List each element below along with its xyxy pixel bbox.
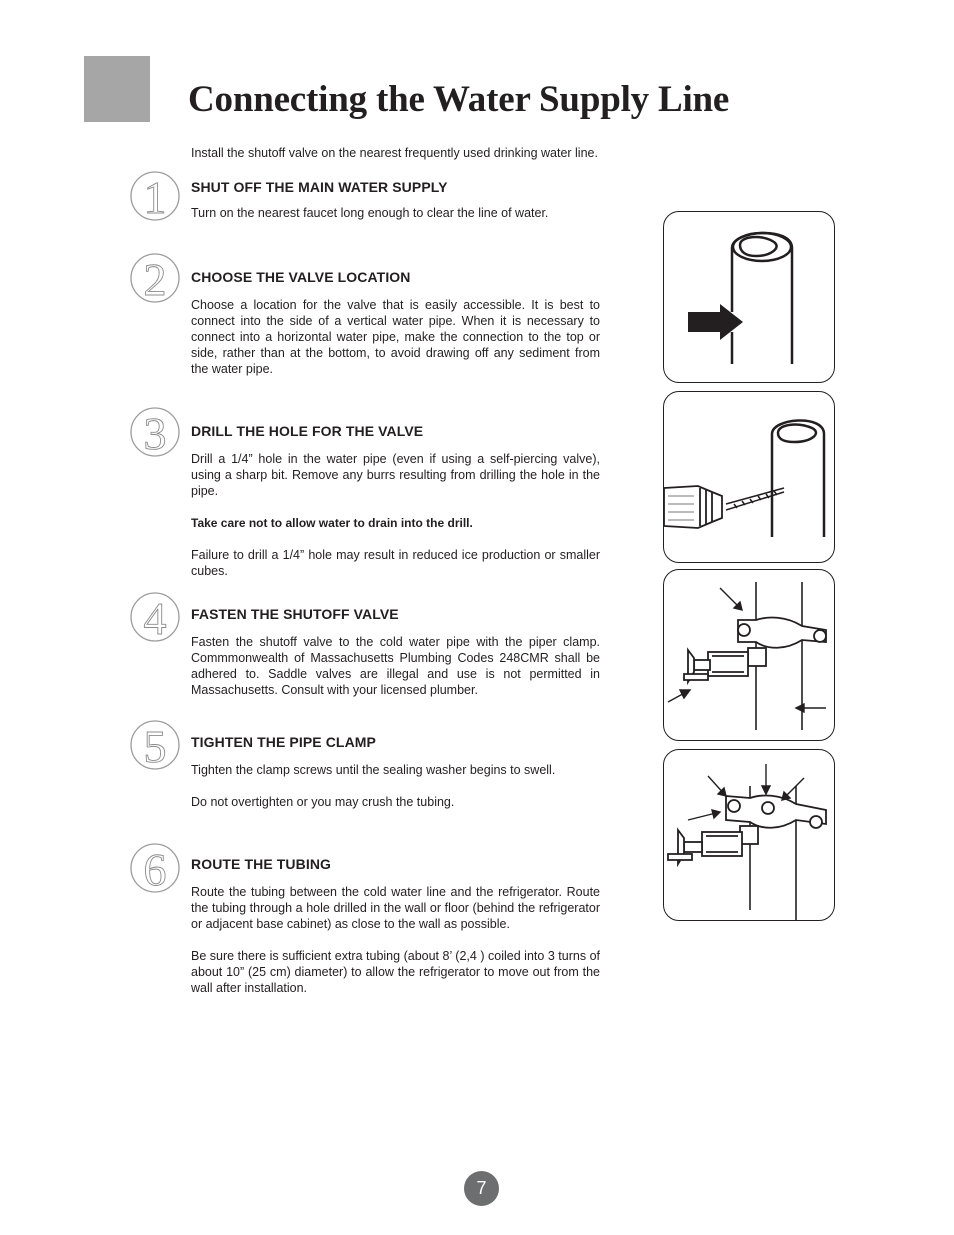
pipe-clamp-icon xyxy=(664,750,834,920)
step-text: Turn on the nearest faucet long enough to clear the line of water. xyxy=(191,206,549,220)
step-text: Choose a location for the valve that is easily accessible. It is best to connect into the side of a vertical water pipe. When it is necessary to connect into a horizontal water pipe, make the connection to the top or side, rather than at the bottom, to avoid drawing off any sediment from the water pipe. xyxy=(191,298,600,376)
step-text: Fasten the shutoff valve to the cold water pipe with the piper clamp. Commmonwealth of Massachusetts Plumbing Codes 248CMR shall be adhered to. Saddle valves are illegal and use is not permitted in Massachusetts. Consult with your licensed plumber. xyxy=(191,635,600,697)
svg-text:2: 2 xyxy=(143,254,167,303)
figure-drill xyxy=(663,391,835,563)
step-heading: DRILL THE HOLE FOR THE VALVE xyxy=(191,423,424,439)
step-heading: FASTEN THE SHUTOFF VALVE xyxy=(191,606,399,622)
step-text: Be sure there is sufficient extra tubing (about 8’ (2,4 ) coiled into 3 turns of about 10” (25 cm) diameter) to allow the refrigerator to move out from the wall after installation. xyxy=(191,949,600,995)
step-number-4-icon xyxy=(130,592,180,642)
step-6 xyxy=(191,856,600,996)
svg-text:3: 3 xyxy=(143,408,167,457)
page-number-badge: 7 xyxy=(464,1171,499,1206)
step-2 xyxy=(191,269,600,377)
step-number-2-icon xyxy=(130,253,180,303)
step-number-5-icon xyxy=(130,720,180,770)
step-3 xyxy=(191,423,600,579)
step-text: Tighten the clamp screws until the sealing washer begins to swell. xyxy=(191,763,556,777)
step-heading: ROUTE THE TUBING xyxy=(191,856,332,872)
step-text: Do not overtighten or you may crush the tubing. xyxy=(191,795,455,809)
figure-fasten-valve xyxy=(663,569,835,741)
svg-text:4: 4 xyxy=(143,593,167,642)
svg-text:6: 6 xyxy=(143,844,167,893)
step-number-1-icon xyxy=(130,171,180,221)
intro-text: Install the shutoff valve on the nearest frequently used drinking water line. xyxy=(191,146,598,160)
svg-text:5: 5 xyxy=(143,721,167,770)
step-heading: TIGHTEN THE PIPE CLAMP xyxy=(191,734,376,750)
step-number-3-icon xyxy=(130,407,180,457)
step-text: Failure to drill a 1/4” hole may result in reduced ice production or smaller cubes. xyxy=(191,548,600,578)
step-heading: SHUT OFF THE MAIN WATER SUPPLY xyxy=(191,179,448,195)
step-number-6-icon xyxy=(130,843,180,893)
section-marker-block xyxy=(84,56,150,122)
figure-vertical-pipe xyxy=(663,211,835,383)
step-text: Route the tubing between the cold water line and the refrigerator. Route the tubing through a hole drilled in the wall or floor (behind the refrigerator or adjacent base cabinet) as close to the wall as possible. xyxy=(191,885,600,931)
step-1 xyxy=(191,179,600,221)
page-title: Connecting the Water Supply Line xyxy=(188,79,730,120)
shutoff-valve-icon xyxy=(664,570,834,740)
drill-icon xyxy=(664,392,834,562)
step-text: Drill a 1/4” hole in the water pipe (even if using a self-piercing valve), using a sharp bit. Remove any burrs resulting from drilling the hole in the pipe. xyxy=(191,452,600,498)
warning-text: Take care not to allow water to drain into the drill. xyxy=(191,516,473,530)
svg-text:1: 1 xyxy=(143,172,167,221)
vertical-pipe-icon xyxy=(664,212,834,382)
step-heading: CHOOSE THE VALVE LOCATION xyxy=(191,269,411,285)
step-5 xyxy=(191,734,600,810)
step-4 xyxy=(191,606,600,698)
figure-tighten-clamp xyxy=(663,749,835,921)
